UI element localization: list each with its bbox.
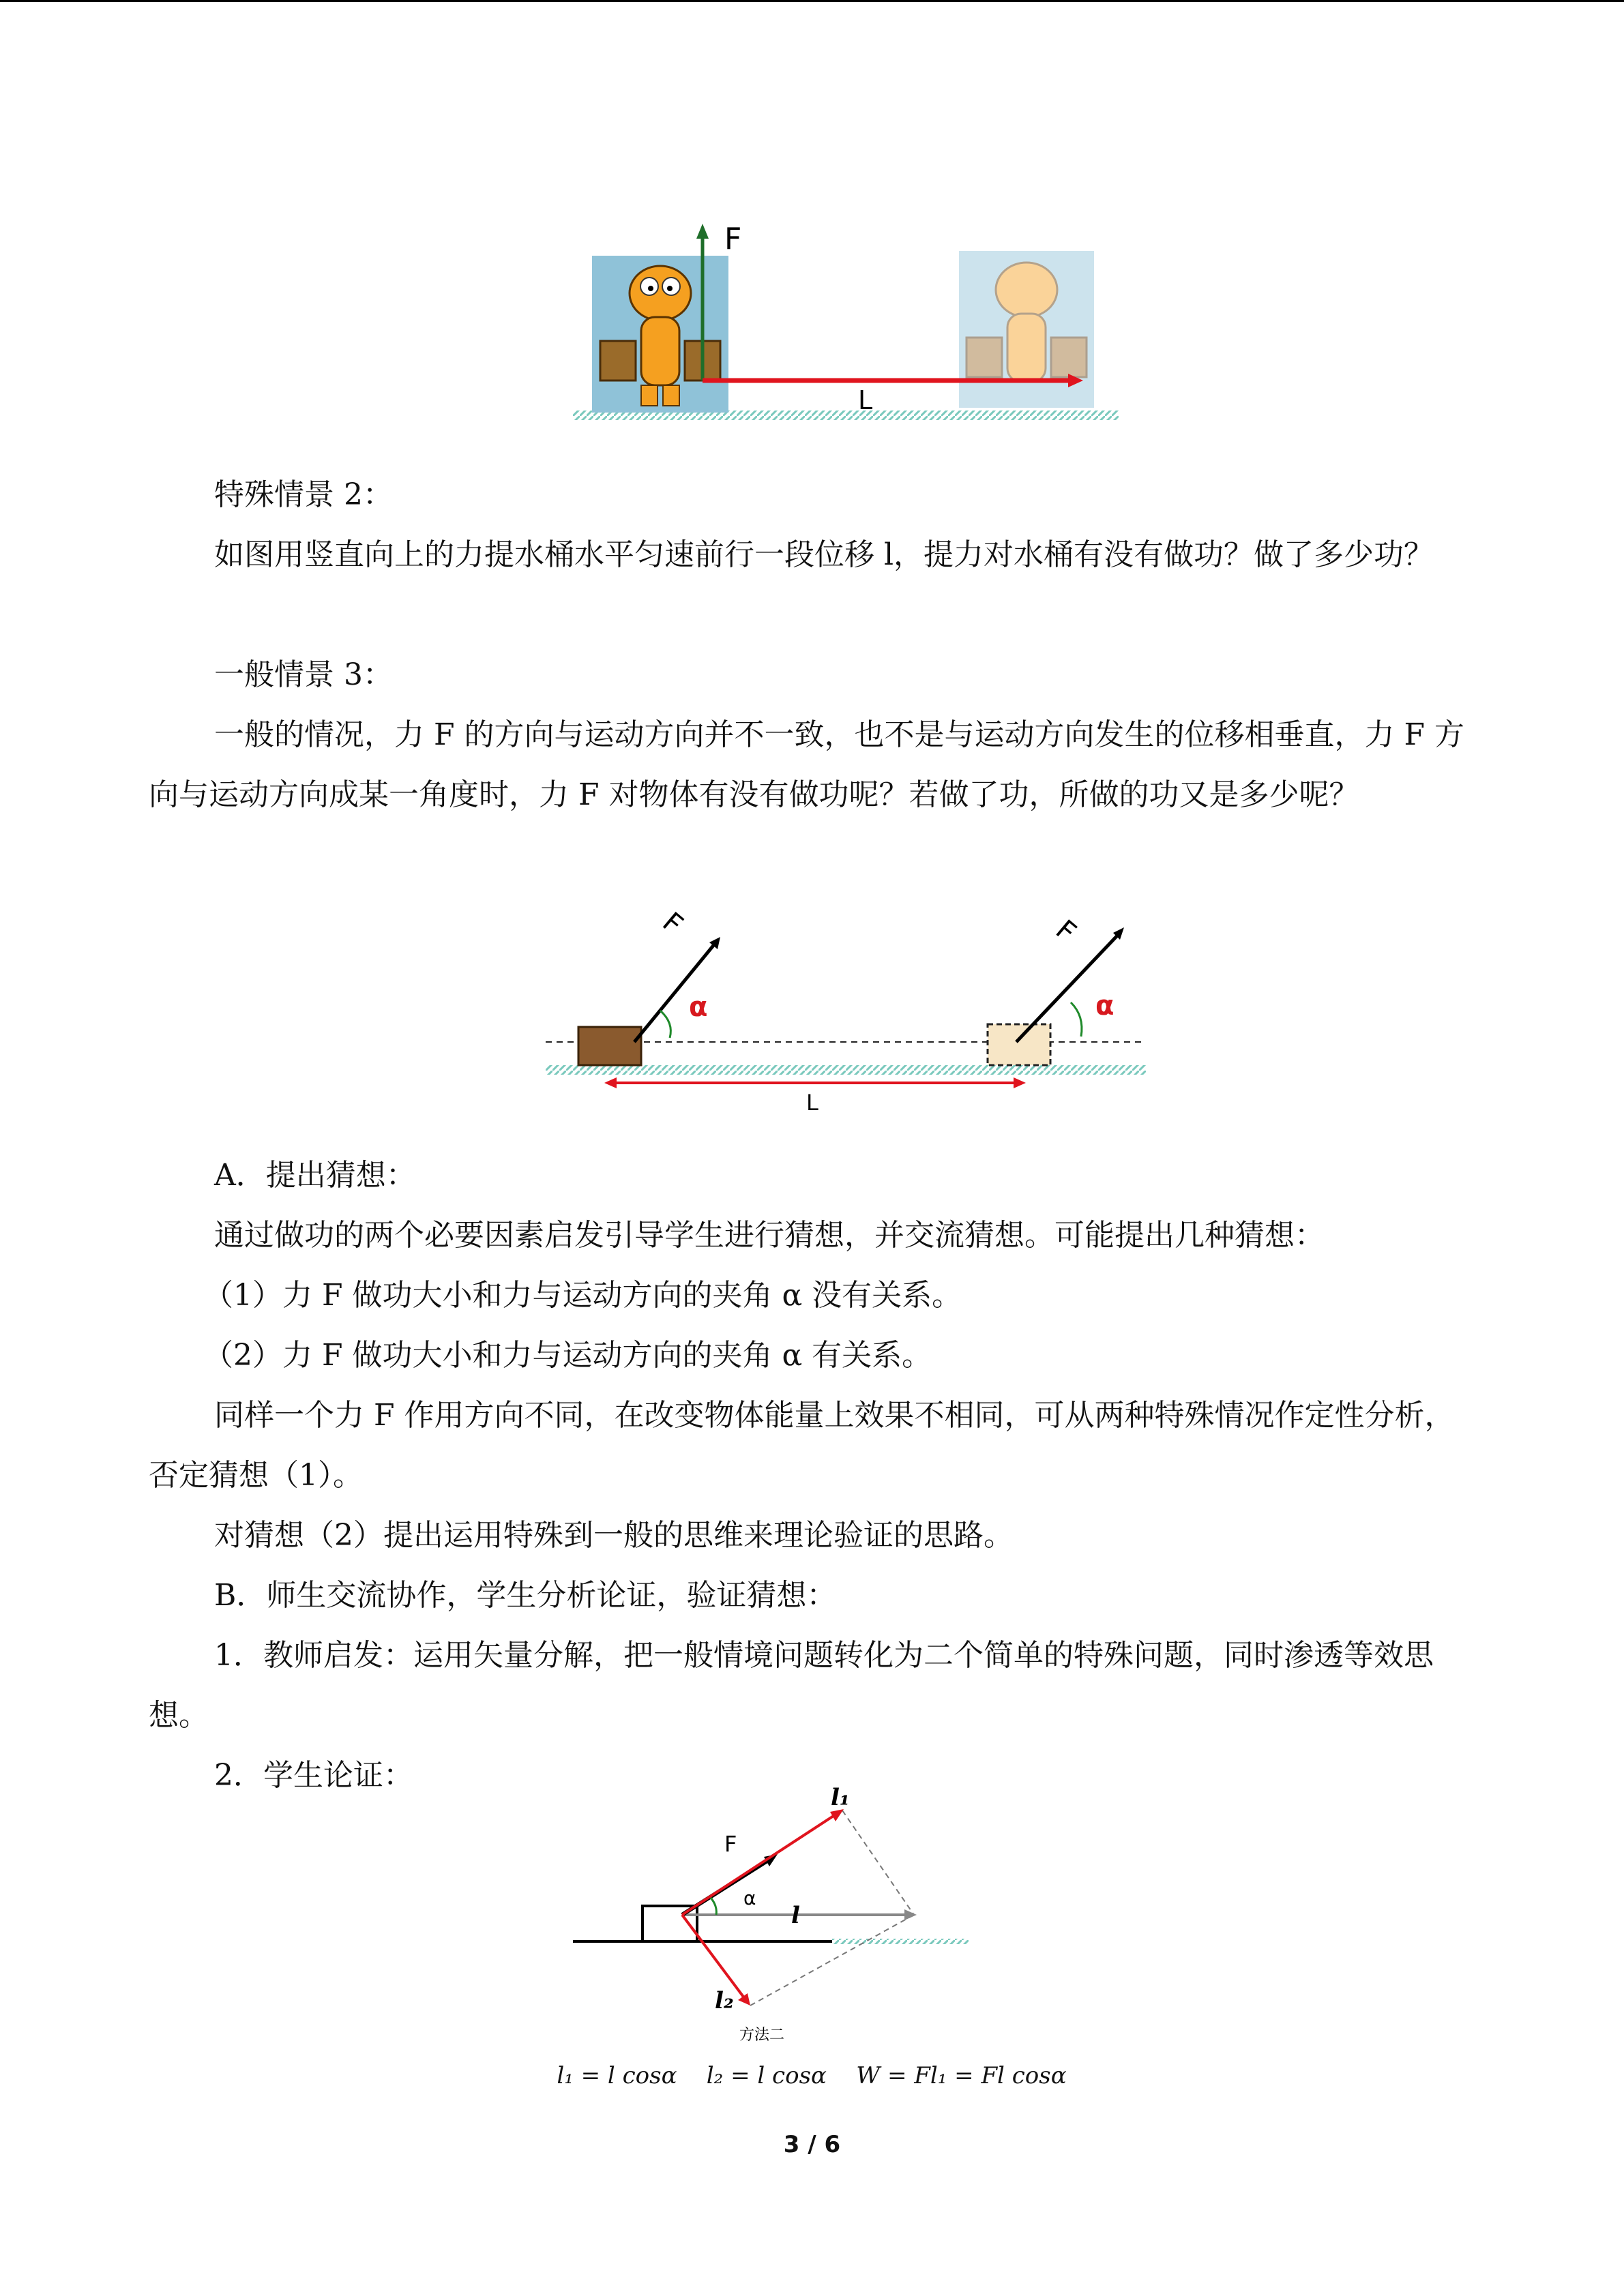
label-force: F xyxy=(724,1831,737,1857)
paragraph-verify-heading: B．师生交流协作，学生分析论证，验证猜想： xyxy=(214,1578,837,1613)
figure-angled-force xyxy=(539,893,1153,1118)
paragraph-general-scene-3: 一般情景 3： xyxy=(214,657,393,692)
vector-l1 xyxy=(682,1809,844,1915)
paragraph-approach: 对猜想（2）提出运用特殊到一般的思维来理论验证的思路。 xyxy=(214,1518,1014,1553)
angle-arc-start xyxy=(660,1011,670,1038)
paragraph-hypothesis-1: （1）力 F 做功大小和力与运动方向的夹角 α 没有关系。 xyxy=(203,1278,962,1313)
paragraph-bucket-question: 如图用竖直向上的力提水桶水平匀速前行一段位移 l，提力对水桶有没有做功？做了多少功？ xyxy=(214,537,1434,572)
paragraph-student-proof: 2．学生论证： xyxy=(214,1758,413,1793)
paragraph-hypothesis-2: （2）力 F 做功大小和力与运动方向的夹角 α 有关系。 xyxy=(203,1338,932,1373)
distance-label: L xyxy=(858,385,873,415)
top-border xyxy=(0,0,1624,2)
force-label: F xyxy=(724,222,742,256)
distance-label-2: L xyxy=(806,1090,818,1116)
label-l: l xyxy=(791,1902,800,1929)
figure-bucket-carry xyxy=(573,218,1119,430)
formula-line: l₁ = l cosα l₂ = l cosα W = Fl₁ = Fl cosα xyxy=(557,2062,1067,2089)
displacement-arrow-2 xyxy=(604,1077,1026,1088)
page-number: 3 / 6 xyxy=(783,2131,841,2158)
paragraph-special-scene-2: 特殊情景 2： xyxy=(214,477,393,512)
paragraph-hypothesis-intro: 通过做功的两个必要因素启发引导学生进行猜想，并交流猜想。可能提出几种猜想： xyxy=(214,1218,1325,1253)
block-end xyxy=(988,1024,1050,1065)
paragraph-refute: 同样一个力 F 作用方向不同，在改变物体能量上效果不相同，可从两种特殊情况作定性分析，否定猜想（1）。 xyxy=(149,1398,1455,1493)
garfield-image-left xyxy=(592,256,728,413)
force-arrow-end xyxy=(1016,927,1124,1042)
force-label-start: F xyxy=(656,906,689,941)
angle-arc xyxy=(711,1898,716,1915)
block-start xyxy=(578,1027,641,1065)
paragraph-hypothesis-heading: A．提出猜想： xyxy=(214,1158,416,1193)
label-l1: l₁ xyxy=(831,1784,850,1811)
figure-vector-decomposition xyxy=(566,1783,1003,2049)
label-angle: α xyxy=(743,1887,756,1909)
angle-label-end: α xyxy=(1095,990,1114,1022)
force-arrow-start xyxy=(634,937,720,1042)
paragraph-general-question: 一般的情况，力 F 的方向与运动方向并不一致，也不是与运动方向发生的位移相垂直，力 F 方向与运动方向成某一角度时，力 F 对物体有没有做功呢？若做了功，所做的功又是多少呢？ xyxy=(149,717,1465,812)
vector-l2 xyxy=(682,1915,745,1999)
angle-arc-end xyxy=(1071,1002,1082,1037)
figure-caption: 方法二 xyxy=(739,2027,785,2044)
angle-label-start: α xyxy=(689,992,708,1023)
force-label-end: F xyxy=(1049,914,1082,949)
label-l2: l₂ xyxy=(715,1987,734,2014)
paragraph-teacher-hint: 1．教师启发：运用矢量分解，把一般情境问题转化为二个简单的特殊问题，同时渗透等效思想。 xyxy=(149,1638,1434,1733)
